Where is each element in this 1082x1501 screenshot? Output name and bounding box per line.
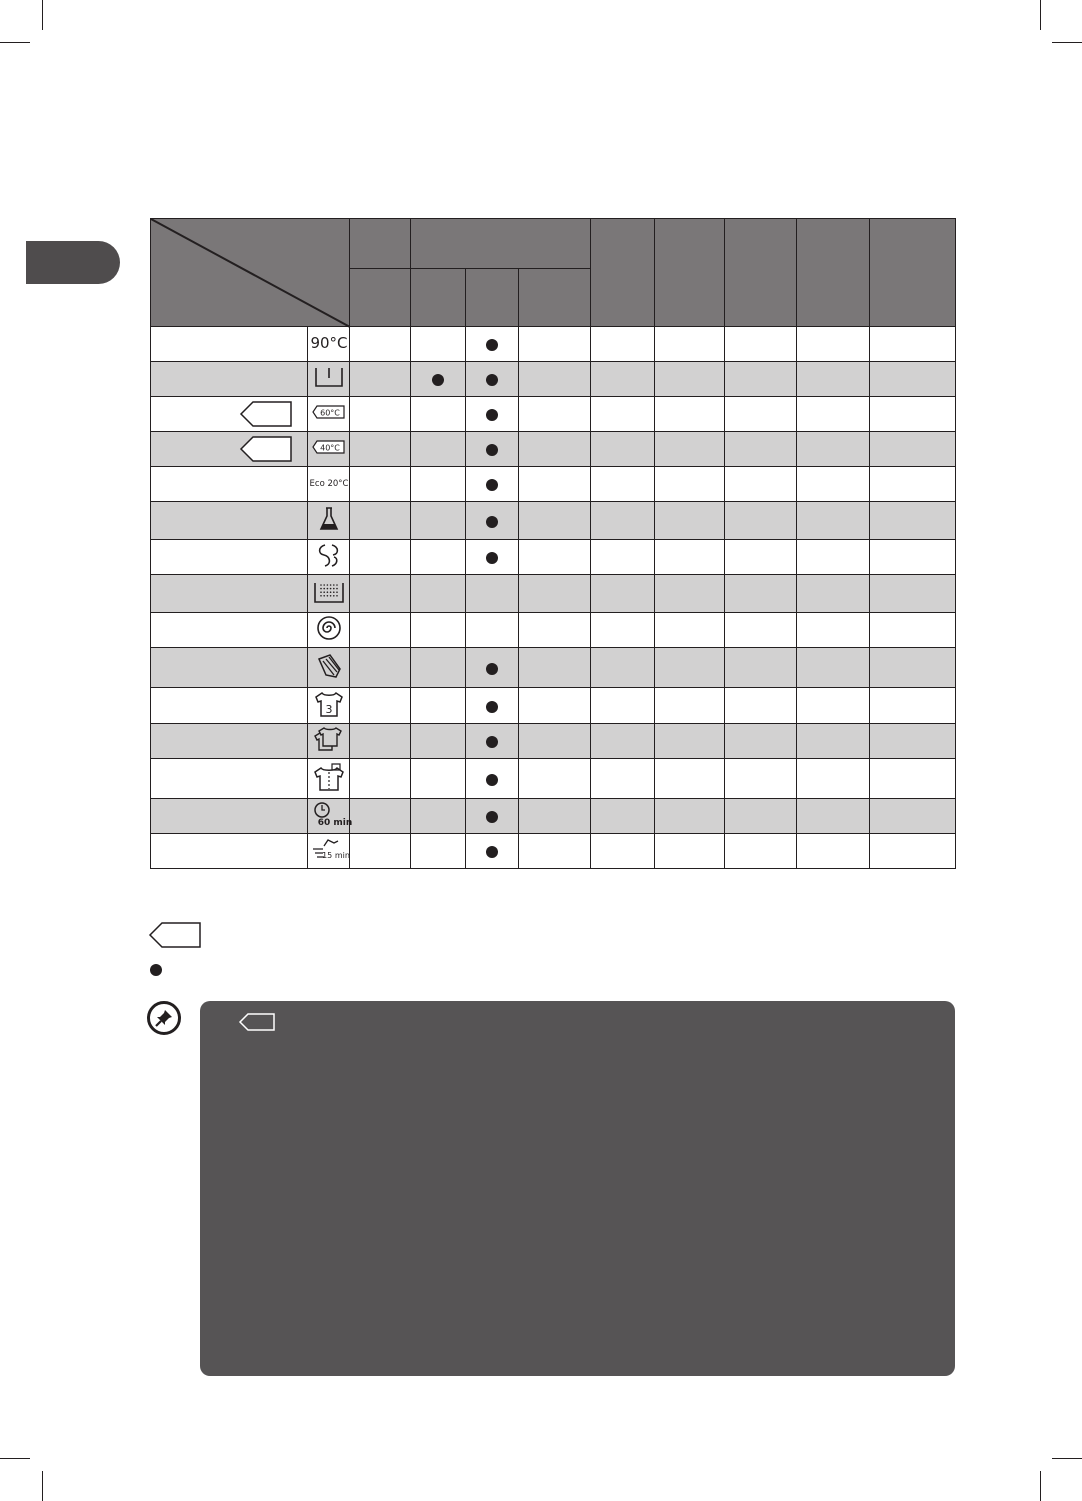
program-name-cell xyxy=(151,613,308,648)
table-row xyxy=(151,432,956,467)
suitable-dot-icon xyxy=(486,701,498,713)
table-cell xyxy=(870,502,956,540)
table-cell xyxy=(411,724,466,759)
table-cell xyxy=(655,432,725,467)
table-row xyxy=(151,327,956,362)
suitable-dot-icon xyxy=(150,964,162,976)
table-cell xyxy=(519,327,591,362)
table-cell xyxy=(466,327,519,362)
suitable-dot-icon xyxy=(432,374,444,386)
table-cell xyxy=(797,613,870,648)
table-row xyxy=(151,613,956,648)
table-row xyxy=(151,575,956,613)
table-cell xyxy=(591,575,655,613)
table-cell xyxy=(466,724,519,759)
header-cell xyxy=(797,219,870,327)
table-corner-cell xyxy=(151,219,350,327)
program-name-cell xyxy=(151,502,308,540)
suitable-dot-icon xyxy=(486,811,498,823)
table-cell xyxy=(519,648,591,688)
table-cell xyxy=(870,688,956,724)
table-cell xyxy=(350,502,411,540)
program-icon-cell xyxy=(308,613,350,648)
table-cell xyxy=(519,540,591,575)
program-name-cell xyxy=(151,575,308,613)
program-name-cell xyxy=(151,467,308,502)
svg-text:3: 3 xyxy=(325,702,332,716)
language-tab xyxy=(26,241,120,284)
table-cell xyxy=(591,759,655,799)
table-cell xyxy=(797,688,870,724)
table-cell xyxy=(466,613,519,648)
table-row xyxy=(151,688,956,724)
crop-mark xyxy=(0,42,30,43)
table-cell xyxy=(870,540,956,575)
table-cell xyxy=(411,759,466,799)
eco-60-label-icon xyxy=(310,397,348,427)
table-row xyxy=(151,834,956,869)
table-cell xyxy=(591,397,655,432)
table-cell xyxy=(725,575,797,613)
table-cell xyxy=(725,759,797,799)
table-cell xyxy=(797,648,870,688)
suitable-dot-icon xyxy=(486,409,498,421)
program-name-cell xyxy=(151,759,308,799)
crop-mark xyxy=(0,1458,30,1459)
table-cell xyxy=(797,724,870,759)
table-cell xyxy=(350,540,411,575)
table-cell xyxy=(350,432,411,467)
program-name-cell xyxy=(151,397,308,432)
program-icon-cell xyxy=(308,799,350,834)
table-cell xyxy=(519,502,591,540)
header-cell xyxy=(591,219,655,327)
note-box xyxy=(200,1001,955,1376)
table-cell xyxy=(591,834,655,869)
table-cell xyxy=(655,327,725,362)
table-cell xyxy=(519,799,591,834)
table-cell xyxy=(350,688,411,724)
svg-text:60°C: 60°C xyxy=(319,408,340,418)
program-icon-cell xyxy=(308,759,350,799)
table-cell xyxy=(655,834,725,869)
header-cell xyxy=(350,219,411,269)
table-row xyxy=(151,724,956,759)
header-subcell xyxy=(519,269,591,327)
program-icon-cell xyxy=(308,327,350,362)
table-cell xyxy=(870,432,956,467)
suitable-dot-icon xyxy=(486,516,498,528)
program-icon-cell xyxy=(308,648,350,688)
table-cell xyxy=(725,688,797,724)
crop-mark xyxy=(1040,0,1041,30)
timer-60-icon xyxy=(310,799,352,829)
svg-text:15 min: 15 min xyxy=(321,851,350,860)
table-cell xyxy=(411,799,466,834)
crop-mark xyxy=(1052,1458,1082,1459)
table-cell xyxy=(591,648,655,688)
table-row xyxy=(151,799,956,834)
table-cell xyxy=(655,688,725,724)
table-cell xyxy=(655,540,725,575)
table-cell xyxy=(725,799,797,834)
table-cell xyxy=(350,467,411,502)
table-row xyxy=(151,362,956,397)
suitable-dot-icon xyxy=(486,774,498,786)
table-cell xyxy=(655,575,725,613)
table-cell xyxy=(655,467,725,502)
suitable-dot-icon xyxy=(486,846,498,858)
table-cell xyxy=(797,362,870,397)
crop-mark xyxy=(1052,42,1082,43)
table-cell xyxy=(725,724,797,759)
header-cell xyxy=(725,219,797,327)
program-name-cell xyxy=(151,327,308,362)
table-cell xyxy=(519,467,591,502)
table-cell xyxy=(870,724,956,759)
table-cell xyxy=(797,502,870,540)
suitable-dot-icon xyxy=(486,374,498,386)
program-name-cell xyxy=(151,432,308,467)
table-cell xyxy=(725,834,797,869)
suitable-dot-icon xyxy=(486,444,498,456)
table-cell xyxy=(466,575,519,613)
table-row xyxy=(151,540,956,575)
program-icon-cell xyxy=(308,432,350,467)
table-cell xyxy=(519,688,591,724)
table-cell xyxy=(870,467,956,502)
header-subcell xyxy=(466,269,519,327)
eco-tag-icon xyxy=(239,400,293,428)
table-cell xyxy=(411,834,466,869)
program-icon-cell xyxy=(308,362,350,397)
table-cell xyxy=(591,432,655,467)
table-cell xyxy=(655,724,725,759)
flask-icon xyxy=(310,504,348,534)
table-cell xyxy=(725,397,797,432)
table-cell xyxy=(591,327,655,362)
table-cell xyxy=(591,362,655,397)
program-icon-cell xyxy=(308,467,350,502)
table-cell xyxy=(350,575,411,613)
table-cell xyxy=(655,397,725,432)
table-cell xyxy=(591,502,655,540)
program-name-cell xyxy=(151,362,308,397)
program-name-cell xyxy=(151,540,308,575)
program-name-cell xyxy=(151,834,308,869)
program-icon-cell xyxy=(308,502,350,540)
table-cell xyxy=(466,362,519,397)
table-cell xyxy=(797,327,870,362)
table-cell xyxy=(655,362,725,397)
table-cell xyxy=(591,799,655,834)
table-cell xyxy=(870,648,956,688)
table-cell xyxy=(350,648,411,688)
table-cell xyxy=(350,397,411,432)
table-cell xyxy=(797,432,870,467)
program-icon-cell xyxy=(308,397,350,432)
table-cell xyxy=(519,432,591,467)
suitable-dot-icon xyxy=(486,663,498,675)
table-cell xyxy=(466,432,519,467)
table-cell xyxy=(466,502,519,540)
table-cell xyxy=(411,467,466,502)
table-cell xyxy=(466,799,519,834)
table-cell xyxy=(655,799,725,834)
table-cell xyxy=(466,688,519,724)
svg-text:Eco 20°C: Eco 20°C xyxy=(309,479,348,489)
table-cell xyxy=(797,575,870,613)
shirt-3-icon xyxy=(310,689,348,719)
table-cell xyxy=(591,724,655,759)
table-cell xyxy=(411,688,466,724)
svg-text:40°C: 40°C xyxy=(319,443,340,453)
table-cell xyxy=(870,759,956,799)
spiral-spin-icon xyxy=(310,613,348,643)
eco-20-icon xyxy=(310,467,348,497)
table-cell xyxy=(519,834,591,869)
table-cell xyxy=(797,397,870,432)
table-row xyxy=(151,467,956,502)
table-cell xyxy=(466,540,519,575)
table-cell xyxy=(797,799,870,834)
table-cell xyxy=(350,362,411,397)
table-cell xyxy=(797,467,870,502)
eco-40-label-icon xyxy=(310,432,348,462)
program-icon-cell xyxy=(308,834,350,869)
table-cell xyxy=(655,502,725,540)
eco-tag-icon xyxy=(239,435,293,463)
svg-text:90°C: 90°C xyxy=(309,334,348,352)
suitable-dot-icon xyxy=(486,736,498,748)
pushpin-note-icon xyxy=(147,1001,181,1035)
table-cell xyxy=(591,613,655,648)
table-cell xyxy=(519,724,591,759)
table-cell xyxy=(655,613,725,648)
table-row xyxy=(151,502,956,540)
svg-text:60 min: 60 min xyxy=(317,818,352,828)
header-cell xyxy=(350,269,411,327)
table-cell xyxy=(411,540,466,575)
table-cell xyxy=(870,613,956,648)
rinse-spin-icon xyxy=(310,540,348,570)
table-cell xyxy=(725,648,797,688)
table-cell xyxy=(350,799,411,834)
table-cell xyxy=(519,397,591,432)
table-cell xyxy=(870,362,956,397)
table-cell xyxy=(655,759,725,799)
table-cell xyxy=(519,575,591,613)
eco-tag-icon xyxy=(238,1012,276,1032)
quick-15-icon xyxy=(310,834,348,864)
legend-dot xyxy=(150,959,162,978)
shirt-care-icon xyxy=(310,762,348,792)
table-cell xyxy=(725,540,797,575)
table-row xyxy=(151,759,956,799)
synthetic-tub-icon xyxy=(310,362,348,392)
program-table xyxy=(150,218,956,869)
table-cell xyxy=(870,575,956,613)
program-name-cell xyxy=(151,724,308,759)
program-name-cell xyxy=(151,799,308,834)
table-cell xyxy=(466,834,519,869)
table-cell xyxy=(350,327,411,362)
suitable-dot-icon xyxy=(486,479,498,491)
diagonal-divider xyxy=(151,219,350,327)
table-cell xyxy=(411,648,466,688)
table-cell xyxy=(411,613,466,648)
table-cell xyxy=(870,834,956,869)
table-row xyxy=(151,648,956,688)
crop-mark xyxy=(1040,1471,1041,1501)
table-cell xyxy=(466,397,519,432)
suitable-dot-icon xyxy=(486,552,498,564)
crop-mark xyxy=(42,0,43,30)
table-cell xyxy=(591,688,655,724)
table-cell xyxy=(411,362,466,397)
table-cell xyxy=(655,648,725,688)
table-cell xyxy=(725,502,797,540)
program-icon-cell xyxy=(308,724,350,759)
table-cell xyxy=(411,432,466,467)
program-icon-cell xyxy=(308,688,350,724)
table-cell xyxy=(350,724,411,759)
eco-tag-icon xyxy=(148,921,202,949)
table-cell xyxy=(466,467,519,502)
program-name-cell xyxy=(151,648,308,688)
cotton-90-icon xyxy=(310,327,348,357)
program-name-cell xyxy=(151,688,308,724)
table-cell xyxy=(725,467,797,502)
crop-mark xyxy=(42,1471,43,1501)
table-cell xyxy=(411,327,466,362)
program-icon-cell xyxy=(308,575,350,613)
table-row xyxy=(151,397,956,432)
header-cell xyxy=(870,219,956,327)
table-cell xyxy=(591,467,655,502)
table-cell xyxy=(350,759,411,799)
header-cell xyxy=(655,219,725,327)
hand-wash-icon xyxy=(310,651,348,681)
table-cell xyxy=(725,327,797,362)
table-cell xyxy=(411,575,466,613)
table-cell xyxy=(519,362,591,397)
table-cell xyxy=(797,540,870,575)
table-cell xyxy=(797,834,870,869)
legend-tag xyxy=(148,921,202,953)
mixed-shirts-icon xyxy=(310,724,348,754)
table-cell xyxy=(350,834,411,869)
table-cell xyxy=(725,362,797,397)
drum-clean-icon xyxy=(310,577,348,607)
table-cell xyxy=(466,648,519,688)
table-cell xyxy=(870,327,956,362)
header-group-cell xyxy=(411,219,591,269)
table-cell xyxy=(519,759,591,799)
table-cell xyxy=(870,397,956,432)
program-icon-cell xyxy=(308,540,350,575)
suitable-dot-icon xyxy=(486,339,498,351)
table-cell xyxy=(411,397,466,432)
table-cell xyxy=(797,759,870,799)
table-cell xyxy=(725,432,797,467)
table-cell xyxy=(725,613,797,648)
table-cell xyxy=(870,799,956,834)
header-subcell xyxy=(411,269,466,327)
table-cell xyxy=(466,759,519,799)
table-cell xyxy=(350,613,411,648)
table-cell xyxy=(519,613,591,648)
table-cell xyxy=(411,502,466,540)
table-cell xyxy=(591,540,655,575)
